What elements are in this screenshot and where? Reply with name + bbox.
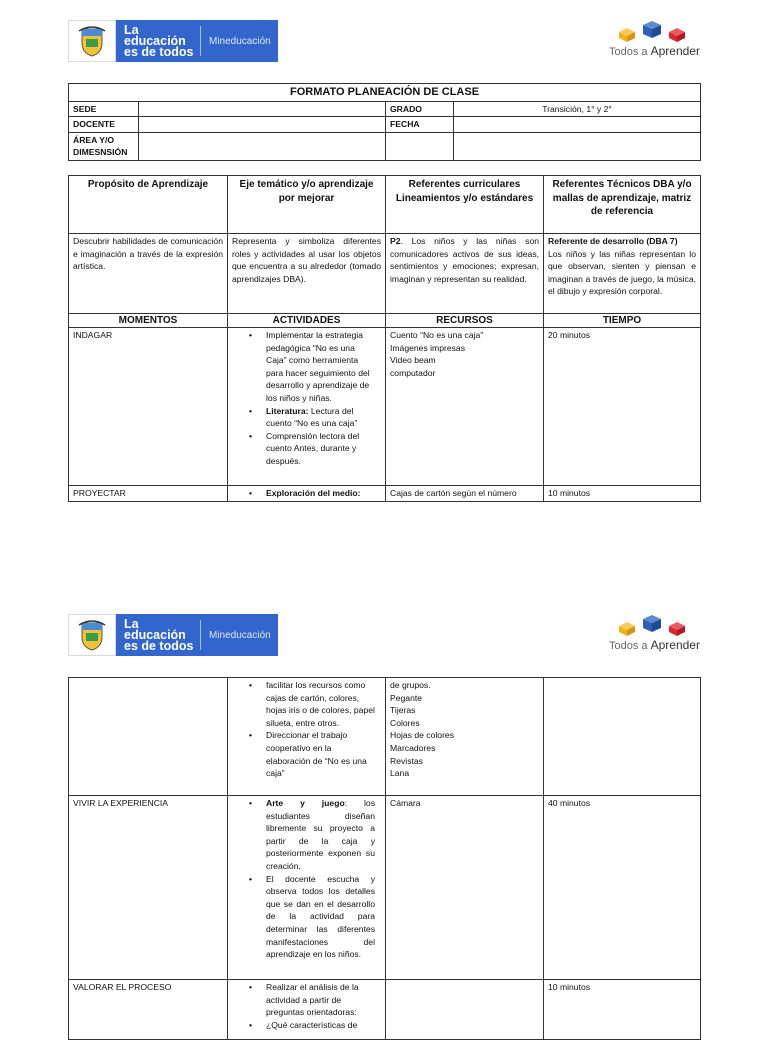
docente-label: DOCENTE <box>69 117 139 133</box>
mineducacion-logo <box>68 20 278 62</box>
colombia-shield-icon <box>68 614 116 656</box>
valorar-activity-2: • ¿Qué características de <box>232 1019 381 1032</box>
col-proposito-header: Propósito de Aprendizaje <box>69 176 228 234</box>
page1-header <box>0 20 768 80</box>
valorar-activity-1: • Realizar el análisis de la actividad a partir de preguntas orientadoras: <box>232 981 381 1019</box>
todos-a-aprender-logo <box>606 614 702 656</box>
valorar-moment: VALORAR EL PROCESO <box>69 980 228 1040</box>
slogan-line-1: La educación <box>124 616 186 642</box>
sede-value <box>139 101 386 117</box>
docente-value <box>139 117 386 133</box>
continued-resources <box>386 678 544 796</box>
recursos-header: RECURSOS <box>386 314 544 328</box>
continued-activities <box>228 678 386 796</box>
planning-table <box>68 175 701 502</box>
proposito-text: Descubrir habilidades de comunicación e imaginación a través de la expresión artística. <box>69 234 228 314</box>
format-table <box>68 83 701 161</box>
dba-cell <box>544 234 701 314</box>
proyectar-resource: Cajas de cartón según el número <box>386 486 544 502</box>
empty-moment <box>69 678 228 796</box>
col-referentes-header: Referentes curriculares Lineamientos y/o estándares <box>386 176 544 234</box>
vivir-activity-2: • El docente escucha y observa todos los detalles que se dan en el desarrollo de la actividad para determinar las diferentes manifestaciones del aprendizaje en los niños. <box>232 873 381 961</box>
brand-thin: Todos a <box>609 46 648 58</box>
indagar-resources <box>386 328 544 486</box>
continued-resource: Lana <box>390 768 410 779</box>
continued-resource: Pegante <box>390 692 423 703</box>
exploracion-label: Exploración del medio: <box>266 488 361 498</box>
dba-title: Referente de desarrollo (DBA 7) <box>548 236 678 246</box>
grado-label: GRADO <box>386 101 454 117</box>
ministry-name: Mineducación <box>209 629 271 641</box>
indagar-resource: Video beam <box>390 355 436 366</box>
valorar-resource <box>386 980 544 1040</box>
cubes-icon <box>616 614 688 636</box>
indagar-activity-2 <box>232 405 381 430</box>
indagar-resource: computador <box>390 367 436 378</box>
valorar-row <box>69 980 701 1040</box>
continued-activity-2: • Direccionar el trabajo cooperativo en la elaboración de “No es una caja” <box>232 729 381 779</box>
indagar-row <box>69 328 701 486</box>
continued-resource: Revistas <box>390 755 423 766</box>
fecha-value <box>454 117 701 133</box>
mineducacion-logo <box>68 614 278 656</box>
tiempo-header: TIEMPO <box>544 314 701 328</box>
page2-header <box>0 614 768 674</box>
slogan-line-2: es de todos <box>124 44 194 59</box>
indagar-activity-1: • Implementar la estrategia pedagógica “No es una Caja” como herramienta para hacer seguimiento del desarrollo y aprendizaje de los niños y niñas. <box>232 329 381 405</box>
continued-resource: Colores <box>390 717 420 728</box>
valorar-activities <box>228 980 386 1040</box>
vivir-row <box>69 796 701 980</box>
indagar-resource: Cuento “No es una caja” <box>390 330 484 340</box>
indagar-moment: INDAGAR <box>69 328 228 486</box>
referente-code: P2 <box>390 236 401 246</box>
brand-thin: Todos a <box>609 640 648 652</box>
ministry-name: Mineducación <box>209 35 271 47</box>
arte-juego-label: Arte y juego <box>266 798 345 808</box>
continued-activity-1 <box>232 679 381 729</box>
literatura-label: Literatura: <box>266 405 309 416</box>
col-eje-header: Eje temático y/o aprendizaje por mejorar <box>228 176 386 234</box>
vivir-time: 40 minutos <box>544 796 701 980</box>
indagar-resource: Imágenes impresas <box>390 342 465 353</box>
literatura-text: Lectura del cuento “No es una caja” <box>266 405 358 429</box>
proyectar-moment: PROYECTAR <box>69 486 228 502</box>
area-label: ÁREA Y/O DIMESNSIÓN <box>69 132 139 160</box>
facilitar-text: facilitar los recursos como cajas de cartón, colores, hojas iris o de colores, papel silueta, entre otros. <box>266 680 375 728</box>
continued-resource: de grupos. <box>390 680 431 690</box>
indagar-time: 20 minutos <box>544 328 701 486</box>
indagar-activity-3: • Comprensión lectora del cuento Antes, durante y después. <box>232 430 381 468</box>
area-empty-1 <box>386 132 454 160</box>
continued-resource: Tijeras <box>390 705 416 716</box>
todos-a-aprender-logo <box>606 20 702 62</box>
colombia-shield-icon <box>68 20 116 62</box>
grado-value: Transición, 1° y 2° <box>454 101 701 117</box>
dba-text: Los niños y las niñas representan lo que observan, sienten y piensan e imaginan a través de juego, la música, el dibujo y expresión corporal. <box>548 248 696 297</box>
fecha-label: FECHA <box>386 117 454 133</box>
indagar-activities <box>228 328 386 486</box>
brand-bold: Aprender <box>650 44 700 58</box>
slogan-line-1: La educación <box>124 22 186 48</box>
proyectar-time: 10 minutos <box>544 486 701 502</box>
referente-text: . Los niños y las niñas son comunicadores activos de sus ideas, sentimientos y emociones; expresan, imaginan y representan su realidad. <box>390 236 539 284</box>
actividades-header: ACTIVIDADES <box>228 314 386 328</box>
proyectar-activity-1 <box>232 487 381 500</box>
eje-text: Representa y simboliza diferentes roles y actividades al usar los objetos que encuentra a su alrededor (tomado aprendizajes DBA). <box>228 234 386 314</box>
cubes-icon <box>616 20 688 42</box>
vivir-resource: Cámara <box>386 796 544 980</box>
slogan-line-2: es de todos <box>124 638 194 653</box>
proyectar-activities <box>228 486 386 502</box>
area-empty-2 <box>454 132 701 160</box>
vivir-activity-1 <box>232 797 381 873</box>
area-value <box>139 132 386 160</box>
proyectar-row <box>69 486 701 502</box>
empty-time <box>544 678 701 796</box>
continued-resource: Hojas de colores <box>390 730 455 741</box>
brand-bold: Aprender <box>650 638 700 652</box>
valorar-time: 10 minutos <box>544 980 701 1040</box>
sede-label: SEDE <box>69 101 139 117</box>
vivir-moment: VIVIR LA EXPERIENCIA <box>69 796 228 980</box>
col-tecnicos-header: Referentes Técnicos DBA y/o mallas de aprendizaje, matriz de referencia <box>544 176 701 234</box>
format-title: FORMATO PLANEACIÓN DE CLASE <box>69 84 701 102</box>
arte-juego-text: : los estudiantes diseñan libremente su proyecto a partir de la caja y posteriormente exponen su creación. <box>266 798 376 871</box>
proyectar-continued-row <box>69 678 701 796</box>
continued-resource: Marcadores <box>390 742 436 753</box>
vivir-activities <box>228 796 386 980</box>
planning-table-continued <box>68 677 701 1040</box>
momentos-header: MOMENTOS <box>69 314 228 328</box>
referente-cell <box>386 234 544 314</box>
